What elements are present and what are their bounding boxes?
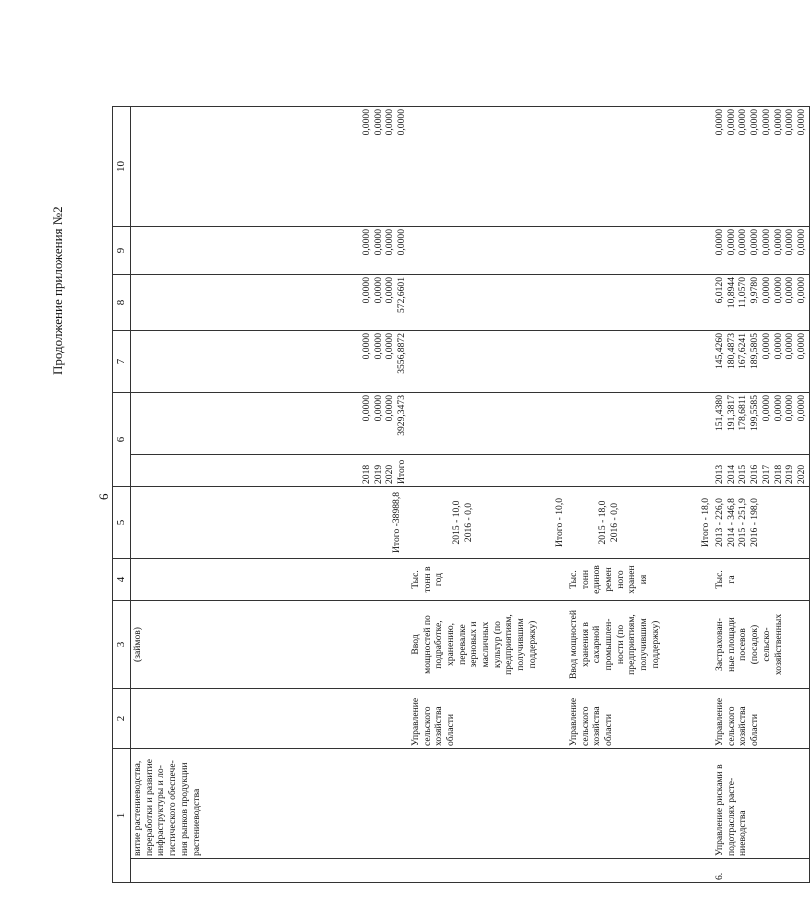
executor-line: области: [749, 713, 761, 746]
indicator-line: (посадок): [749, 624, 761, 665]
unit-line: ия: [638, 574, 650, 585]
value-col-8-line: 0,0000: [372, 277, 384, 304]
measure-name-line: инфраструктуры и ло-: [155, 765, 167, 856]
executor-line: хозяйства: [737, 706, 749, 746]
unit-line: ного: [614, 570, 626, 589]
unit: [131, 559, 409, 601]
measure-name-line: Управление рисками в: [714, 764, 726, 856]
value-col-7-line: 167,6241: [737, 333, 749, 369]
value-col-6-line: 0,0000: [760, 395, 772, 422]
value-col-10-line: 0,0000: [737, 109, 749, 136]
value-col-9-line: 0,0000: [714, 229, 726, 256]
row-number: [567, 859, 713, 883]
col-header-7: 7: [113, 331, 131, 393]
unit-line: единов: [591, 565, 603, 594]
col-header-4: 4: [113, 559, 131, 601]
years: [567, 455, 713, 487]
value-col-6-line: 0,0000: [361, 395, 372, 422]
indicator-line: предприятиям,: [626, 614, 638, 675]
table-row: [131, 107, 409, 883]
program-table: [112, 106, 810, 883]
column-number-row: [113, 107, 131, 883]
indicator-line: зерновых и: [468, 621, 480, 668]
table-body: [131, 107, 810, 883]
value-col-10-line: 0,0000: [725, 109, 737, 136]
years-line: 2015: [737, 464, 749, 484]
unit: [567, 559, 713, 601]
indicator-line: подработке,: [433, 620, 445, 669]
unit: [409, 559, 567, 601]
measure-name-line: витие растениеводства,: [132, 760, 143, 856]
indicator-line: посевов: [737, 628, 749, 661]
executor-line: хозяйства: [433, 706, 445, 746]
value-col-6-line: 0,0000: [772, 395, 784, 422]
value-col-10-line: 0,0000: [749, 109, 761, 136]
value-col-7-line: 3556,8872: [396, 333, 408, 374]
value-col-10-line: 0,0000: [372, 109, 384, 136]
value-col-6: [567, 393, 713, 455]
indicator-line: хранения в: [579, 622, 591, 667]
value-col-10-line: 0,0000: [772, 109, 784, 136]
unit-line: Тыс.: [567, 570, 579, 589]
col-header-10: 10: [113, 107, 131, 227]
target-value: 2015 - 18,0: [596, 500, 608, 545]
value-col-9-line: 0,0000: [784, 229, 796, 256]
value-col-7-line: 0,0000: [772, 333, 784, 360]
value-col-6: [713, 393, 809, 455]
target-values: [567, 487, 713, 559]
years-line: 2020: [384, 464, 396, 484]
value-col-7-line: 0,0000: [784, 333, 796, 360]
measure-name: [713, 749, 809, 859]
col-header-5: 5: [113, 487, 131, 559]
value-col-9-line: 0,0000: [372, 229, 384, 256]
value-col-10-line: 0,0000: [795, 109, 807, 136]
years: [131, 455, 409, 487]
executor: [713, 689, 809, 749]
indicator: [409, 601, 567, 689]
target-value: 2015 - 251,9: [737, 498, 749, 547]
unit-line: тонн в: [421, 566, 433, 593]
executor-line: Управление: [409, 697, 421, 746]
value-col-10: [713, 107, 809, 227]
value-col-8-line: 6,0120: [714, 277, 726, 304]
target-value: Итого - 18,0: [700, 497, 712, 548]
target-value: Итого - 10,0: [554, 497, 566, 548]
col-header-8: 8: [113, 275, 131, 331]
value-col-6-line: 178,6811: [737, 395, 749, 431]
value-col-6-line: 0,0000: [795, 395, 807, 422]
value-col-10-line: 0,0000: [784, 109, 796, 136]
value-col-7-line: 0,0000: [372, 333, 384, 360]
indicator: [713, 601, 809, 689]
indicator-line: мощностей по: [421, 615, 433, 674]
value-col-8-line: 0,0000: [361, 277, 372, 304]
indicator-line: сельско-: [760, 627, 772, 662]
row-number: [713, 859, 809, 883]
value-col-6-line: 0,0000: [784, 395, 796, 422]
years-line: 2020: [795, 464, 807, 484]
target-value: 2013 - 226,0: [714, 498, 726, 547]
col-header-2: 2: [113, 689, 131, 749]
value-col-8-line: 0,0000: [384, 277, 396, 304]
unit-line: ремен: [603, 567, 615, 592]
value-col-7-line: 145,4260: [714, 333, 726, 369]
value-col-7-line: 0,0000: [760, 333, 772, 360]
unit: [713, 559, 809, 601]
value-col-10-line: 0,0000: [361, 109, 372, 136]
value-col-8-line: 11,0570: [737, 277, 749, 308]
measure-name-line: ния рынков продукции: [178, 762, 190, 856]
indicator-line: поддержку): [526, 620, 538, 669]
value-col-8-line: 572,6601: [396, 277, 408, 313]
value-col-6-line: 191,3817: [725, 395, 737, 431]
indicator-line: промышлен-: [603, 618, 615, 671]
executor-line: сельского: [421, 706, 433, 746]
measure-name: [131, 749, 409, 859]
value-col-7-line: 0,0000: [384, 333, 396, 360]
col-header-6: 6: [113, 393, 131, 487]
target-value: 2014 - 346,8: [725, 498, 737, 547]
measure-name: [567, 749, 713, 859]
years: [713, 455, 809, 487]
value-col-8: [409, 275, 567, 331]
unit-line: хранен: [626, 565, 638, 594]
indicator-line: ные площади: [725, 617, 737, 672]
value-col-6-line: 0,0000: [384, 395, 396, 422]
measure-name-line: ниеводства: [737, 810, 749, 856]
table-row: [409, 107, 567, 883]
value-col-6-line: 199,5585: [749, 395, 761, 431]
executor: [567, 689, 713, 749]
value-col-8-line: 0,0000: [784, 277, 796, 304]
row-number: [131, 859, 409, 883]
indicator-line: масличных: [480, 621, 492, 668]
indicator-line: получившим: [515, 618, 527, 671]
value-col-9-line: 0,0000: [384, 229, 396, 256]
indicator-line: сахарной: [591, 625, 603, 664]
target-values: [131, 487, 409, 559]
years-line: 2013: [714, 464, 726, 484]
value-col-9-line: 0,0000: [725, 229, 737, 256]
target-value: 2015 - 10,0: [450, 500, 462, 545]
indicator-line: хранению,: [444, 622, 456, 667]
value-col-7: [409, 331, 567, 393]
years-line: Итого: [396, 459, 408, 484]
value-col-6-line: 3929,3473: [396, 395, 408, 436]
years-line: 2014: [725, 464, 737, 484]
value-col-10-line: 0,0000: [396, 109, 408, 136]
col-header-3: 3: [113, 601, 131, 689]
value-col-8: [567, 275, 713, 331]
value-col-7-line: 180,4873: [725, 333, 737, 369]
col-header-1: 1: [113, 749, 131, 883]
value-col-9-line: 0,0000: [749, 229, 761, 256]
value-col-6-line: 151,4380: [714, 395, 726, 431]
unit-line: га: [725, 575, 737, 584]
value-col-8-line: 10,8944: [725, 277, 737, 309]
indicator-line: перевалке: [456, 624, 468, 665]
unit-line: тонн: [579, 569, 591, 590]
target-values: [713, 487, 809, 559]
measure-name-line: подотраслях расте-: [725, 777, 737, 856]
value-col-10-line: 0,0000: [384, 109, 396, 136]
value-col-8: [713, 275, 809, 331]
value-col-9-line: 0,0000: [795, 229, 807, 256]
indicator: [567, 601, 713, 689]
value-col-7: [131, 331, 409, 393]
value-col-9: [713, 227, 809, 275]
years-line: 2019: [784, 464, 796, 484]
unit-line: Тыс.: [409, 570, 421, 589]
executor-line: области: [603, 713, 615, 746]
indicator-line: поддержку): [649, 620, 661, 669]
target-values: [409, 487, 567, 559]
executor-line: Управление: [567, 697, 579, 746]
value-col-8-line: 9,9780: [749, 277, 761, 304]
target-value: 2016 - 0,0: [608, 502, 620, 543]
measure-name-line: растениеводства: [190, 788, 202, 856]
indicator-line: культур (по: [491, 621, 503, 668]
executor: [131, 689, 409, 749]
measure-name-line: переработки и развитие: [143, 758, 155, 856]
table-row: [567, 107, 713, 883]
value-col-8-line: 0,0000: [795, 277, 807, 304]
indicator-line: Застрахован-: [714, 618, 726, 671]
value-col-9: [131, 227, 409, 275]
value-col-7-line: 0,0000: [361, 333, 372, 360]
measure-name-line: гистического обеспече-: [167, 760, 179, 856]
value-col-9-line: 0,0000: [760, 229, 772, 256]
years-line: 2018: [772, 464, 784, 484]
years-line: 2017: [760, 464, 772, 484]
target-value: 2016 - 198,0: [749, 498, 761, 547]
executor-line: области: [444, 713, 456, 746]
value-col-10: [409, 107, 567, 227]
unit-line: год: [433, 572, 445, 587]
value-col-7-line: 189,5805: [749, 333, 761, 369]
value-col-8: [131, 275, 409, 331]
value-col-9-line: 0,0000: [772, 229, 784, 256]
value-col-9-line: 0,0000: [361, 229, 372, 256]
years-line: 2016: [749, 464, 761, 484]
value-col-9-line: 0,0000: [396, 229, 408, 256]
table-row: [713, 107, 809, 883]
value-col-10-line: 0,0000: [714, 109, 726, 136]
unit-line: Тыс.: [714, 570, 726, 589]
value-col-6: [409, 393, 567, 455]
indicator-line: Ввод мощностей: [567, 610, 579, 679]
row-number-line: 6.: [714, 872, 726, 880]
indicator-line: предприятиям,: [503, 614, 515, 675]
value-col-7-line: 0,0000: [795, 333, 807, 360]
indicator: [131, 601, 409, 689]
years-line: 2018: [361, 464, 372, 484]
value-col-8-line: 0,0000: [772, 277, 784, 304]
executor-line: сельского: [579, 706, 591, 746]
indicator-line: хозяйственных: [772, 613, 784, 676]
value-col-8-line: 0,0000: [760, 277, 772, 304]
executor-line: Управление: [714, 697, 726, 746]
years: [409, 455, 567, 487]
value-col-9: [567, 227, 713, 275]
value-col-6: [131, 393, 409, 455]
value-col-9-line: 0,0000: [737, 229, 749, 256]
value-col-7: [713, 331, 809, 393]
indicator-line: (займов): [132, 627, 143, 662]
executor: [409, 689, 567, 749]
value-col-9: [409, 227, 567, 275]
executor-line: хозяйства: [591, 706, 603, 746]
executor-line: сельского: [725, 706, 737, 746]
col-header-9: 9: [113, 227, 131, 275]
value-col-10: [131, 107, 409, 227]
appendix-header: Продолжение приложения №2: [50, 206, 65, 375]
years-line: 2019: [372, 464, 384, 484]
page-number: 6: [96, 493, 111, 500]
indicator-line: Ввод: [409, 634, 421, 655]
row-number: [409, 859, 567, 883]
target-value: Итого -38988,8: [391, 491, 402, 554]
indicator-line: получившим: [638, 618, 650, 671]
target-value: 2016 - 0,0: [462, 502, 474, 543]
value-col-10-line: 0,0000: [760, 109, 772, 136]
indicator-line: ности (по: [614, 624, 626, 665]
value-col-7: [567, 331, 713, 393]
value-col-10: [567, 107, 713, 227]
value-col-6-line: 0,0000: [372, 395, 384, 422]
measure-name: [409, 749, 567, 859]
